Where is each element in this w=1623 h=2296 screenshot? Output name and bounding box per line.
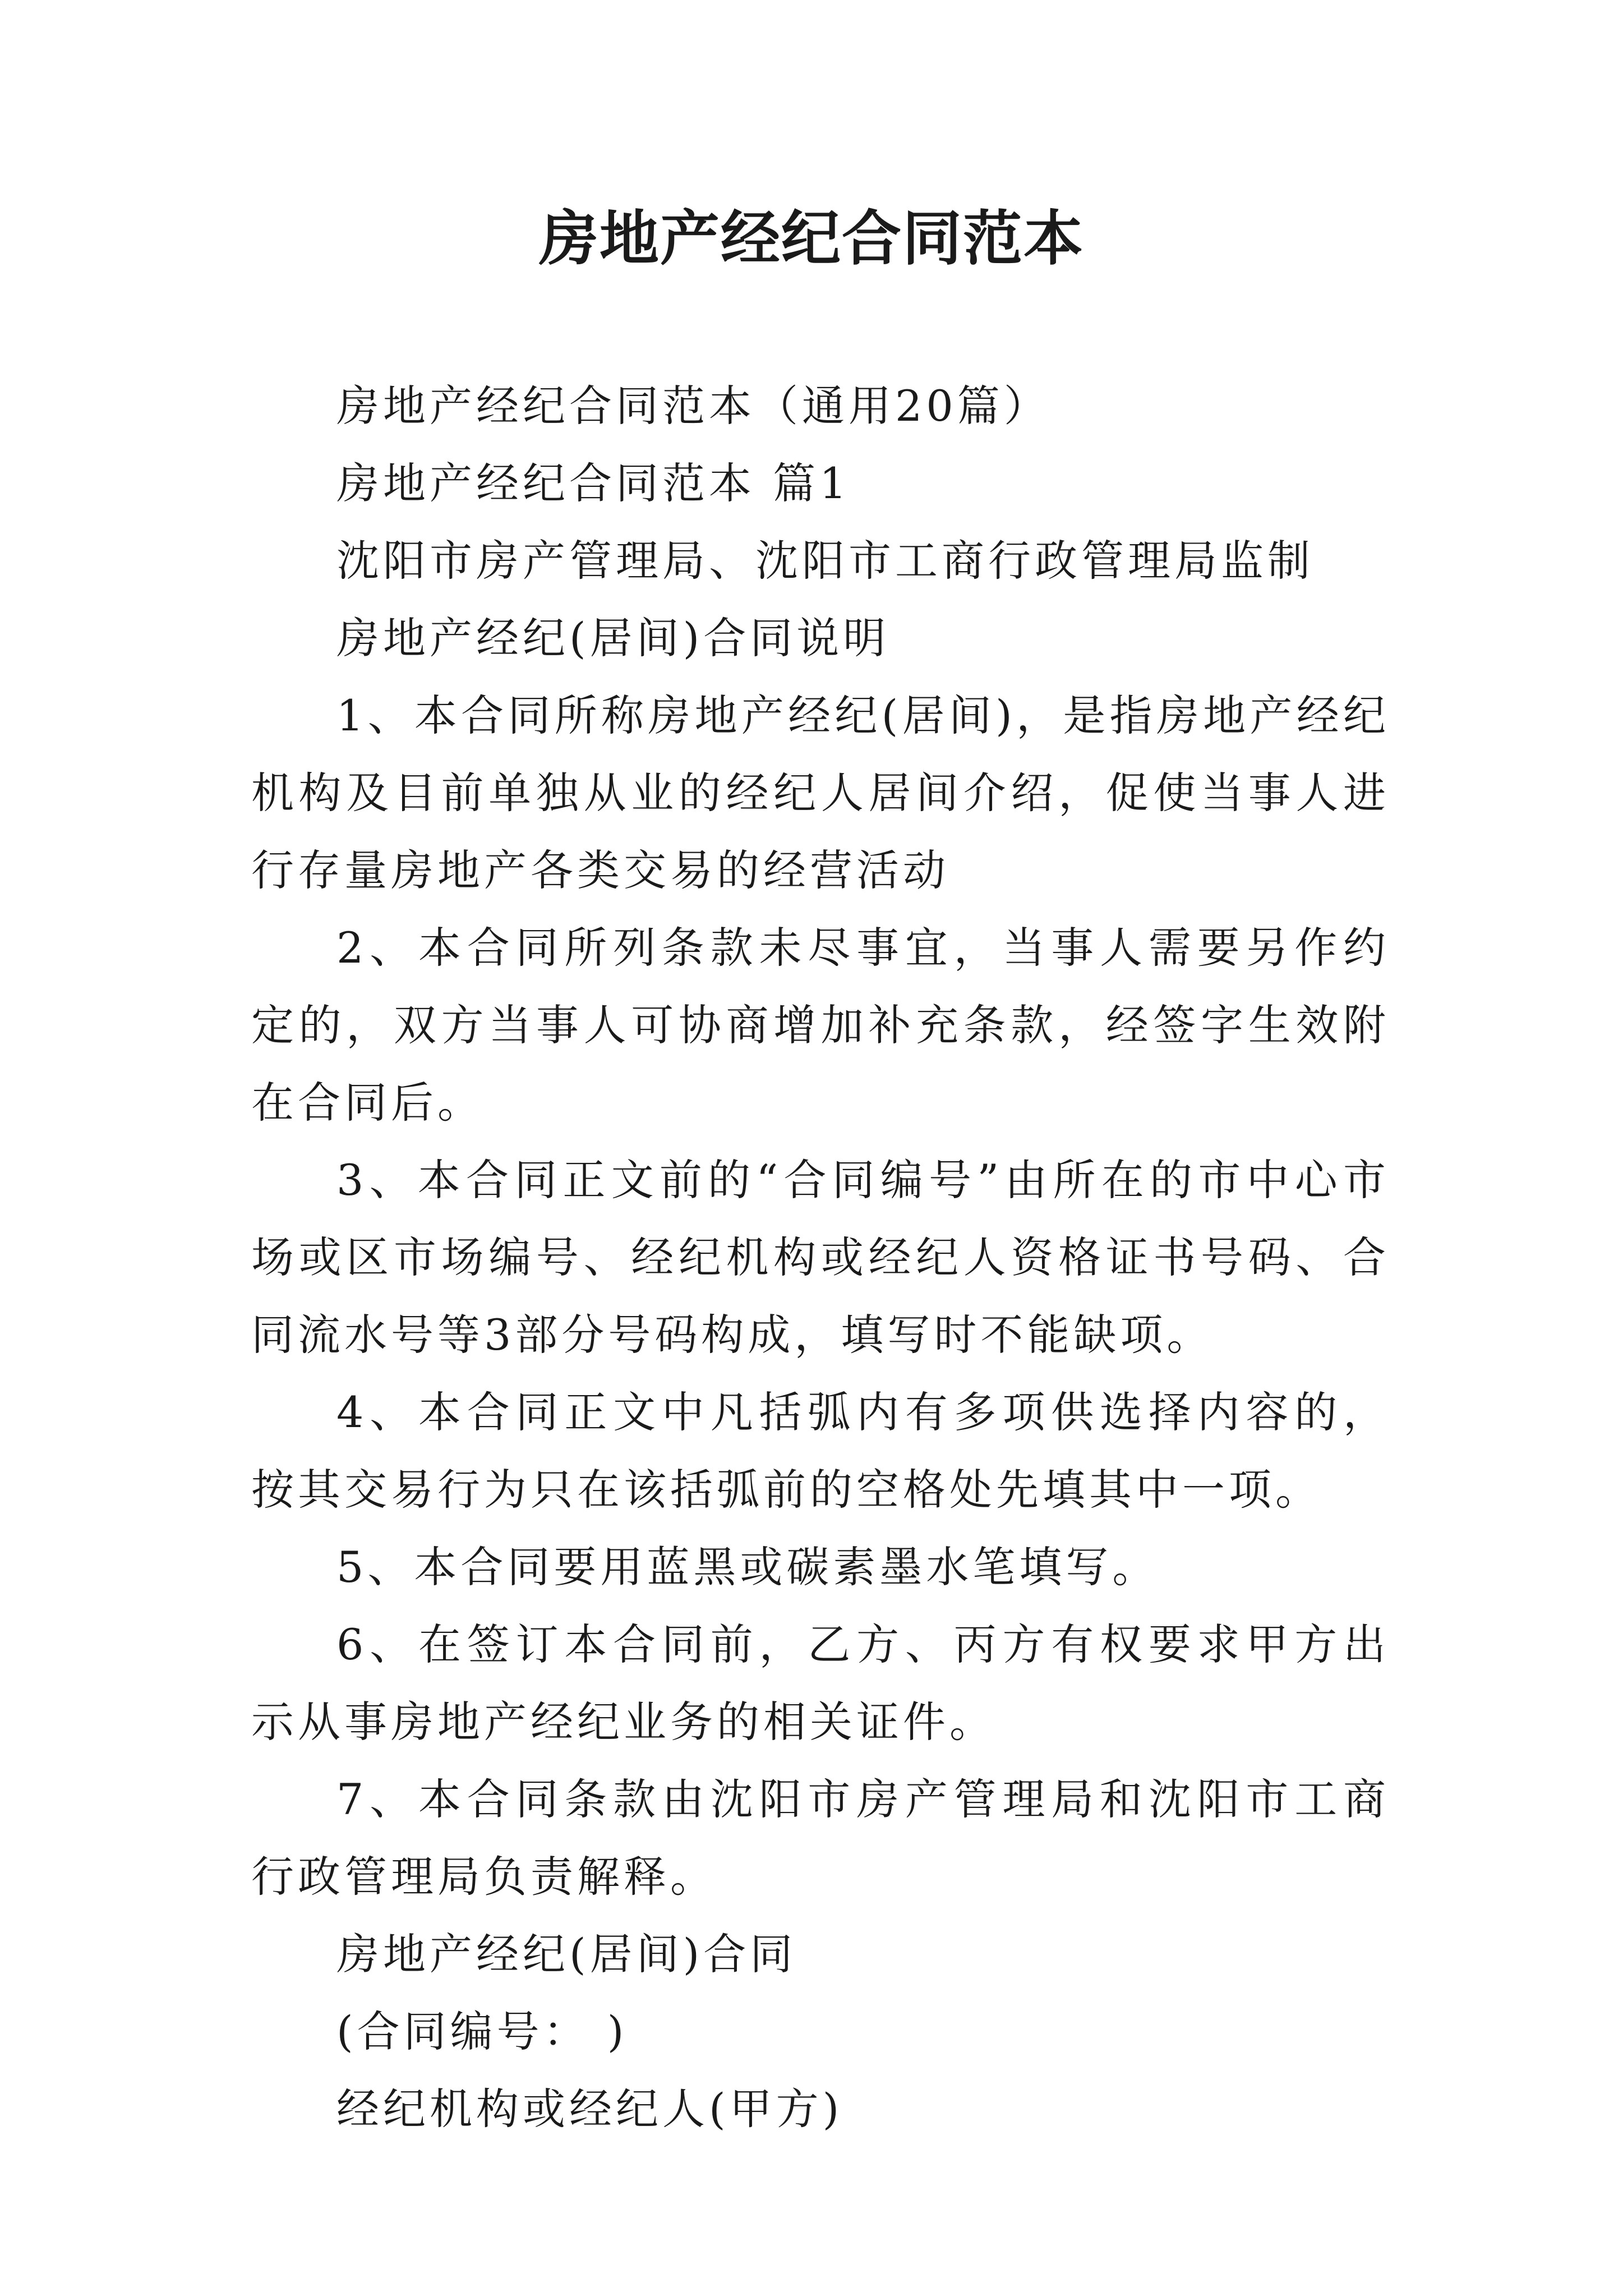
paragraph-clause-4: 4、本合同正文中凡括弧内有多项供选择内容的，按其交易行为只在该括弧前的空格处先填其中一项。	[251, 1387, 1390, 1515]
paragraph-clause-2: 2、本合同所列条款未尽事宜，当事人需要另作约定的，双方当事人可协商增加补充条款，经签字生效附在合同后。	[251, 923, 1390, 1128]
paragraph-party-a: 经纪机构或经纪人(甲方)	[336, 2084, 843, 2134]
paragraph-section-heading: 房地产经纪合同范本 篇1	[336, 458, 851, 508]
paragraph-supervisor: 沈阳市房产管理局、沈阳市工商行政管理局监制	[336, 536, 1314, 586]
document-body	[251, 367, 1390, 2148]
paragraph-subtitle: 房地产经纪合同范本（通用20篇）	[336, 381, 1050, 431]
paragraph-explanation-heading: 房地产经纪(居间)合同说明	[336, 613, 890, 663]
paragraph-contract-heading: 房地产经纪(居间)合同	[336, 1929, 797, 1979]
document-title: 房地产经纪合同范本	[539, 203, 1084, 273]
paragraph-clause-6: 6、在签订本合同前，乙方、丙方有权要求甲方出示从事房地产经纪业务的相关证件。	[251, 1619, 1390, 1747]
paragraph-clause-3: 3、本合同正文前的“合同编号”由所在的市中心市场或区市场编号、经纪机构或经纪人资格证书号码、合同流水号等3部分号码构成，填写时不能缺项。	[251, 1155, 1390, 1360]
paragraph-contract-number: (合同编号： )	[336, 2007, 628, 2056]
paragraph-clause-1: 1、本合同所称房地产经纪(居间)，是指房地产经纪机构及目前单独从业的经纪人居间介绍，促使当事人进行存量房地产各类交易的经营活动	[251, 691, 1390, 895]
paragraph-clause-5: 5、本合同要用蓝黑或碳素墨水笔填写。	[336, 1542, 1159, 1592]
paragraph-clause-7: 7、本合同条款由沈阳市房产管理局和沈阳市工商行政管理局负责解释。	[251, 1774, 1390, 1902]
